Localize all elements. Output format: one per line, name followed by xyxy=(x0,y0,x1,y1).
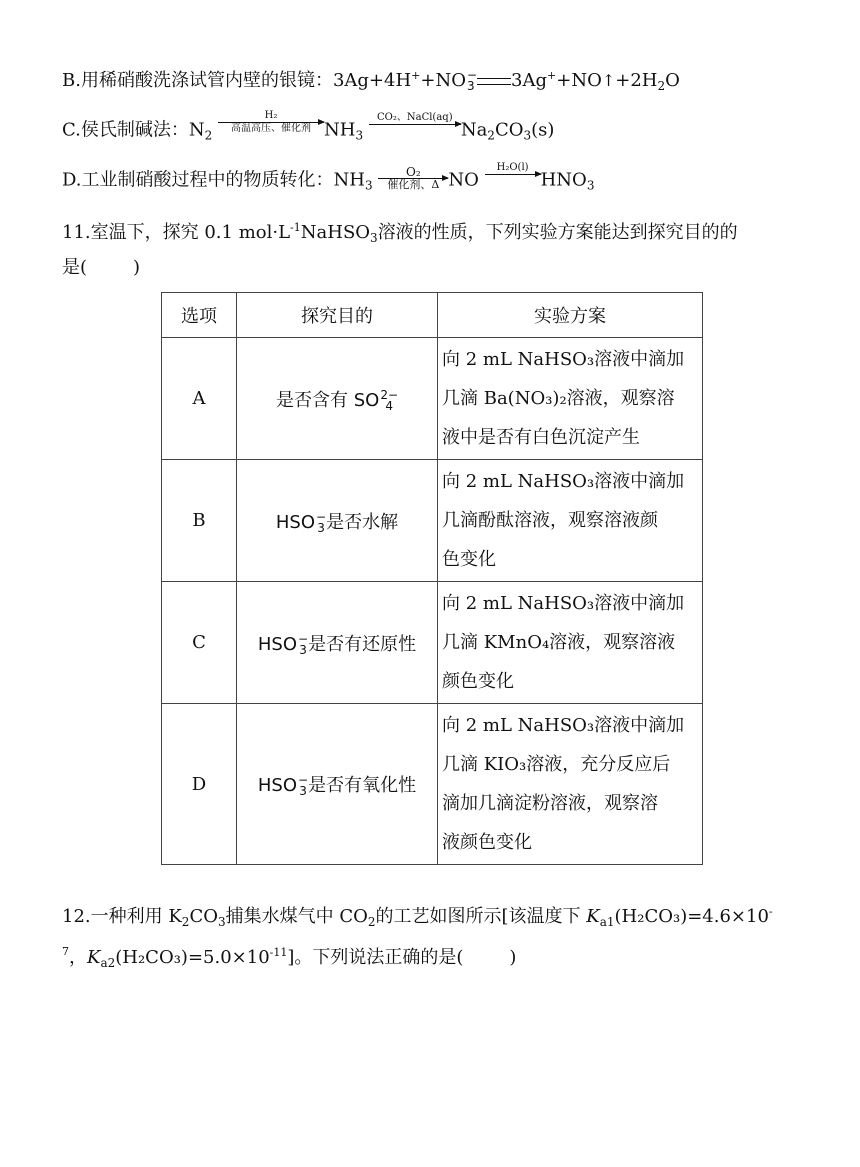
row-goal xyxy=(237,460,438,582)
no: NO xyxy=(448,169,479,191)
header-goal: 探究目的 xyxy=(237,293,438,338)
header-plan: 实验方案 xyxy=(438,293,703,338)
plan-line: 几滴 KMnO₄溶液，观察溶液 xyxy=(442,632,676,653)
arrow2-bot xyxy=(369,125,461,137)
goal-ion xyxy=(380,387,399,413)
option-c xyxy=(62,110,555,148)
ka2-sub: a2 xyxy=(100,956,116,970)
plan-line: 向 2 mL NaHSO₃溶液中滴加 xyxy=(442,471,685,492)
arrow1-bot: 高温高压、催化剂 xyxy=(230,123,311,134)
q12-d: 的工艺如图所示[该温度下 xyxy=(375,906,587,927)
table-header-row xyxy=(162,293,703,338)
gas-up-arrow-icon: ↑ xyxy=(601,71,616,90)
goal-pre: HSO xyxy=(275,511,316,533)
ka1-exp-b: 7 xyxy=(62,945,69,958)
na2co3-sub2: 3 xyxy=(523,128,532,143)
na2co3-state: (s) xyxy=(531,119,555,141)
q12-stem-line1 xyxy=(62,900,773,934)
arrow1-bar xyxy=(218,122,324,123)
q12-a: 12.一种利用 K xyxy=(62,906,182,927)
q11-text-a: 11.室温下，探究 0.1 mol·L xyxy=(62,222,291,243)
header-option: 选项 xyxy=(162,293,237,338)
option-b-label: B.用稀硝酸洗涤试管内壁的银镜： xyxy=(62,70,333,91)
hno3-sub: 3 xyxy=(586,178,595,193)
plan-line: 向 2 mL NaHSO₃溶液中滴加 xyxy=(442,715,685,736)
arrow2-bar xyxy=(369,124,461,125)
ka1-sub: a1 xyxy=(599,915,615,929)
plan-line: 几滴 Ba(NO₃)₂溶液，观察溶 xyxy=(442,388,675,409)
goal-pre: HSO xyxy=(257,633,298,655)
arrow4-bot xyxy=(485,175,541,187)
goal-ion xyxy=(298,775,308,797)
goal-post: 是否有还原性 xyxy=(308,633,417,655)
q12-stem-line2 xyxy=(62,940,516,975)
goal-post: 是否有氧化性 xyxy=(308,775,417,796)
q12-b: CO xyxy=(189,906,218,927)
q12-c: 捕集水煤气中 CO xyxy=(225,906,368,927)
nh3: NH xyxy=(323,119,356,141)
goal-charge: − xyxy=(316,509,327,524)
q11-sub: 3 xyxy=(370,231,378,245)
hno3: HNO xyxy=(540,169,587,191)
row-option: D xyxy=(162,704,237,865)
plan-line: 向 2 mL NaHSO₃溶液中滴加 xyxy=(442,593,685,614)
ka2: K xyxy=(87,947,101,968)
equals-sign xyxy=(477,78,511,85)
q11-text-b: NaHSO xyxy=(300,222,371,243)
reaction-arrow-1 xyxy=(218,110,324,135)
q11-text-e: ) xyxy=(133,257,141,278)
nitrate-sub: 3 xyxy=(466,79,475,93)
plan-line: 色变化 xyxy=(442,549,496,570)
nitrate-base: +NO xyxy=(420,70,466,91)
q12-comma: ， xyxy=(69,947,87,968)
row-option: A xyxy=(162,338,237,460)
plan-line: 液中是否有白色沉淀产生 xyxy=(442,427,640,448)
plan-line: 颜色变化 xyxy=(442,671,514,692)
nh3-sub: 3 xyxy=(364,178,373,193)
reaction-arrow-2 xyxy=(369,112,461,137)
q11-stem-line2 xyxy=(62,256,140,280)
na2co3-sub1: 2 xyxy=(487,128,495,143)
eq-right: 3Ag xyxy=(511,70,548,91)
water-o: O xyxy=(665,70,680,91)
water-sub: 2 xyxy=(657,79,666,93)
table-row xyxy=(162,460,703,582)
reaction-arrow-3 xyxy=(378,166,448,191)
nitrate-charge: − xyxy=(466,68,478,82)
plan-line: 向 2 mL NaHSO₃溶液中滴加 xyxy=(442,349,685,370)
plan-line: 滴加几滴淀粉溶液，观察溶 xyxy=(442,793,658,814)
arrow3-top: O₂ xyxy=(406,165,421,179)
row-option: C xyxy=(162,582,237,704)
q12-c-sub: 2 xyxy=(367,915,376,929)
goal-sub: 4 xyxy=(385,398,393,413)
row-plan xyxy=(438,704,703,865)
water-a: +2H xyxy=(615,70,658,91)
goal-ion xyxy=(298,631,309,657)
n2-sub: 2 xyxy=(204,128,213,143)
q12-e: ]。下列说法正确的是( xyxy=(287,947,464,968)
goal-charge: − xyxy=(298,773,309,787)
row-plan xyxy=(438,582,703,704)
table-row xyxy=(162,704,703,865)
eq-left: 3Ag+4H xyxy=(332,70,412,91)
goal-pre: HSO xyxy=(257,775,298,796)
table-row xyxy=(162,338,703,460)
option-c-label: C.侯氏制碱法： xyxy=(62,119,189,141)
arrow1-top: H₂ xyxy=(264,110,278,121)
row-plan xyxy=(438,460,703,582)
q11-stem-line1 xyxy=(62,216,738,250)
no-product: +NO xyxy=(556,70,602,91)
n2: N xyxy=(188,119,205,141)
arrow4-bar xyxy=(485,174,541,175)
ag-charge: + xyxy=(547,69,557,82)
arrow3-bar xyxy=(378,178,448,179)
row-goal xyxy=(237,338,438,460)
arrow4-top: H₂O(l) xyxy=(496,162,529,173)
plan-line: 几滴 KIO₃溶液，充分反应后 xyxy=(442,754,671,775)
q12-f: ) xyxy=(509,947,517,968)
reaction-arrow-4 xyxy=(485,162,541,187)
arrow2-top: CO₂、NaCl(aq) xyxy=(377,112,453,123)
q12-b-sub: 3 xyxy=(217,915,226,929)
row-goal xyxy=(237,704,438,865)
arrow3-bot: 催化剂、Δ xyxy=(387,178,440,191)
plan-line: 几滴酚酞溶液，观察溶液颜 xyxy=(442,510,658,531)
nh3: NH xyxy=(333,169,365,191)
na2co3-a: Na xyxy=(460,119,488,141)
q11-text-c: 溶液的性质，下列实验方案能达到探究目的的 xyxy=(377,222,738,243)
goal-pre: 是否含有 SO xyxy=(275,389,380,411)
goal-sub: 3 xyxy=(299,784,307,798)
goal-charge: − xyxy=(298,631,309,646)
goal-ion xyxy=(316,509,327,535)
na2co3-b: CO xyxy=(494,119,524,141)
ka2-exp: -11 xyxy=(269,946,288,959)
nitrate-ion xyxy=(467,70,477,92)
ka1-val: (H₂CO₃)=4.6×10 xyxy=(614,906,769,927)
h-charge: + xyxy=(411,69,421,82)
option-d-label: D.工业制硝酸过程中的物质转化： xyxy=(62,169,334,191)
row-option: B xyxy=(162,460,237,582)
q12-a-sub: 2 xyxy=(181,915,190,929)
table-row xyxy=(162,582,703,704)
ka2-val: (H₂CO₃)=5.0×10 xyxy=(115,947,270,968)
q11-text-d: 是( xyxy=(62,257,88,278)
ka1: K xyxy=(586,906,600,927)
plan-line: 液颜色变化 xyxy=(442,832,532,853)
goal-sub: 3 xyxy=(317,520,325,535)
goal-charge: 2− xyxy=(380,387,399,402)
row-plan xyxy=(438,338,703,460)
q11-sup: -1 xyxy=(290,221,301,234)
experiment-table xyxy=(161,292,703,865)
nh3-sub: 3 xyxy=(355,128,364,143)
goal-sub: 3 xyxy=(299,642,307,657)
option-b xyxy=(62,64,680,98)
row-goal xyxy=(237,582,438,704)
option-d xyxy=(62,162,595,198)
ka1-exp-a: - xyxy=(768,905,773,918)
goal-post: 是否水解 xyxy=(326,511,399,533)
